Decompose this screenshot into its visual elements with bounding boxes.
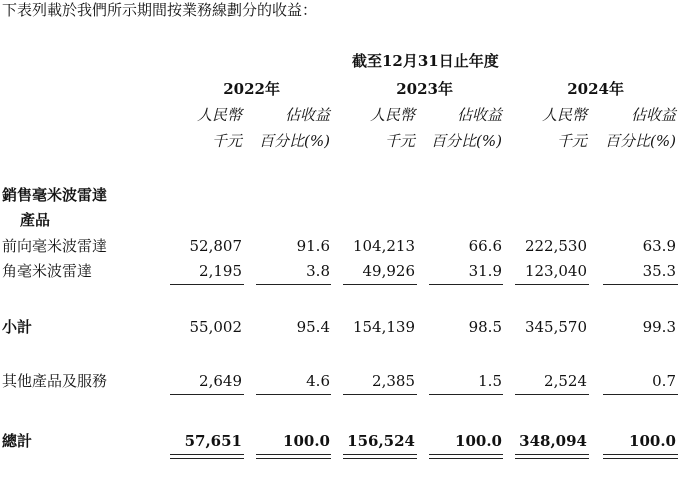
rule-single-2022-pct xyxy=(256,284,331,285)
cell-other-2022-pct: 4.6 xyxy=(306,372,330,390)
rule-double-top-2023-pct xyxy=(429,454,503,455)
col-header-unit-2022: 千元 xyxy=(211,132,242,150)
cell-corner-2022-rmb: 2,195 xyxy=(199,262,242,280)
rule-pretotal-2023-rmb xyxy=(343,394,417,395)
section-label-line2: 產品 xyxy=(20,211,51,229)
cell-other-2023-rmb: 2,385 xyxy=(372,372,415,390)
rule-double-bottom-2024-rmb xyxy=(515,458,589,459)
col-header-pctunit-2022: 百分比(%) xyxy=(259,132,330,150)
cell-forward-2022-pct: 91.6 xyxy=(296,237,330,255)
rule-pretotal-2022-pct xyxy=(256,394,331,395)
cell-subtotal-2023-rmb: 154,139 xyxy=(352,318,415,336)
year-header-2022: 2022年 xyxy=(223,80,280,98)
rule-double-bottom-2022-rmb xyxy=(170,458,244,459)
rule-single-2024-pct xyxy=(603,284,678,285)
rule-pretotal-2022-rmb xyxy=(170,394,244,395)
rule-double-bottom-2024-pct xyxy=(603,458,678,459)
cell-other-2022-rmb: 2,649 xyxy=(199,372,242,390)
col-header-rmb-2024: 人民幣 xyxy=(541,106,587,124)
section-label-line1: 銷售毫米波雷達 xyxy=(2,186,108,204)
col-header-pct-2023: 佔收益 xyxy=(456,106,502,124)
col-header-rmb-2023: 人民幣 xyxy=(369,106,415,124)
cell-subtotal-2024-rmb: 345,570 xyxy=(524,318,587,336)
row-label-other: 其他產品及服務 xyxy=(2,372,108,390)
col-header-pctunit-2024: 百分比(%) xyxy=(605,132,676,150)
rule-double-bottom-2023-pct xyxy=(429,458,503,459)
cell-subtotal-2024-pct: 99.3 xyxy=(642,318,676,336)
cell-total-2024-pct: 100.0 xyxy=(629,432,676,450)
cell-corner-2023-pct: 31.9 xyxy=(468,262,502,280)
cell-corner-2024-pct: 35.3 xyxy=(642,262,676,280)
rule-pretotal-2024-rmb xyxy=(515,394,589,395)
rule-double-bottom-2022-pct xyxy=(256,458,331,459)
cell-total-2024-rmb: 348,094 xyxy=(519,432,587,450)
cell-subtotal-2023-pct: 98.5 xyxy=(468,318,502,336)
col-header-unit-2024: 千元 xyxy=(556,132,587,150)
cell-other-2023-pct: 1.5 xyxy=(478,372,502,390)
cell-total-2023-pct: 100.0 xyxy=(455,432,502,450)
rule-double-top-2023-rmb xyxy=(343,454,417,455)
cell-forward-2023-pct: 66.6 xyxy=(468,237,502,255)
rule-single-2022-rmb xyxy=(170,284,244,285)
cell-subtotal-2022-pct: 95.4 xyxy=(296,318,330,336)
col-header-pctunit-2023: 百分比(%) xyxy=(431,132,502,150)
cell-other-2024-rmb: 2,524 xyxy=(544,372,587,390)
cell-total-2023-rmb: 156,524 xyxy=(347,432,415,450)
rule-pretotal-2024-pct xyxy=(603,394,678,395)
cell-forward-2022-rmb: 52,807 xyxy=(189,237,242,255)
col-header-unit-2023: 千元 xyxy=(384,132,415,150)
intro-text: 下表列載於我們所示期間按業務線劃分的收益： xyxy=(2,1,318,19)
col-header-rmb-2022: 人民幣 xyxy=(196,106,242,124)
cell-corner-2024-rmb: 123,040 xyxy=(524,262,587,280)
col-header-pct-2022: 佔收益 xyxy=(284,106,330,124)
year-header-2023: 2023年 xyxy=(396,80,453,98)
year-header-2024: 2024年 xyxy=(567,80,624,98)
row-label-total: 總計 xyxy=(2,432,33,450)
row-label-corner-radar: 角毫米波雷達 xyxy=(2,262,93,280)
rule-double-top-2022-rmb xyxy=(170,454,244,455)
cell-total-2022-pct: 100.0 xyxy=(283,432,330,450)
cell-forward-2024-rmb: 222,530 xyxy=(524,237,587,255)
cell-forward-2024-pct: 63.9 xyxy=(642,237,676,255)
cell-corner-2022-pct: 3.8 xyxy=(306,262,330,280)
cell-total-2022-rmb: 57,651 xyxy=(184,432,242,450)
row-label-forward-radar: 前向毫米波雷達 xyxy=(2,237,108,255)
rule-pretotal-2023-pct xyxy=(429,394,503,395)
cell-forward-2023-rmb: 104,213 xyxy=(352,237,415,255)
rule-single-2023-rmb xyxy=(343,284,417,285)
cell-subtotal-2022-rmb: 55,002 xyxy=(189,318,242,336)
rule-double-bottom-2023-rmb xyxy=(343,458,417,459)
rule-double-top-2024-pct xyxy=(603,454,678,455)
rule-double-top-2022-pct xyxy=(256,454,331,455)
rule-single-2023-pct xyxy=(429,284,503,285)
cell-corner-2023-rmb: 49,926 xyxy=(362,262,415,280)
row-label-subtotal: 小計 xyxy=(2,318,33,336)
cell-other-2024-pct: 0.7 xyxy=(652,372,676,390)
col-header-pct-2024: 佔收益 xyxy=(630,106,676,124)
period-header: 截至12月31日止年度 xyxy=(352,52,499,70)
rule-double-top-2024-rmb xyxy=(515,454,589,455)
rule-single-2024-rmb xyxy=(515,284,589,285)
